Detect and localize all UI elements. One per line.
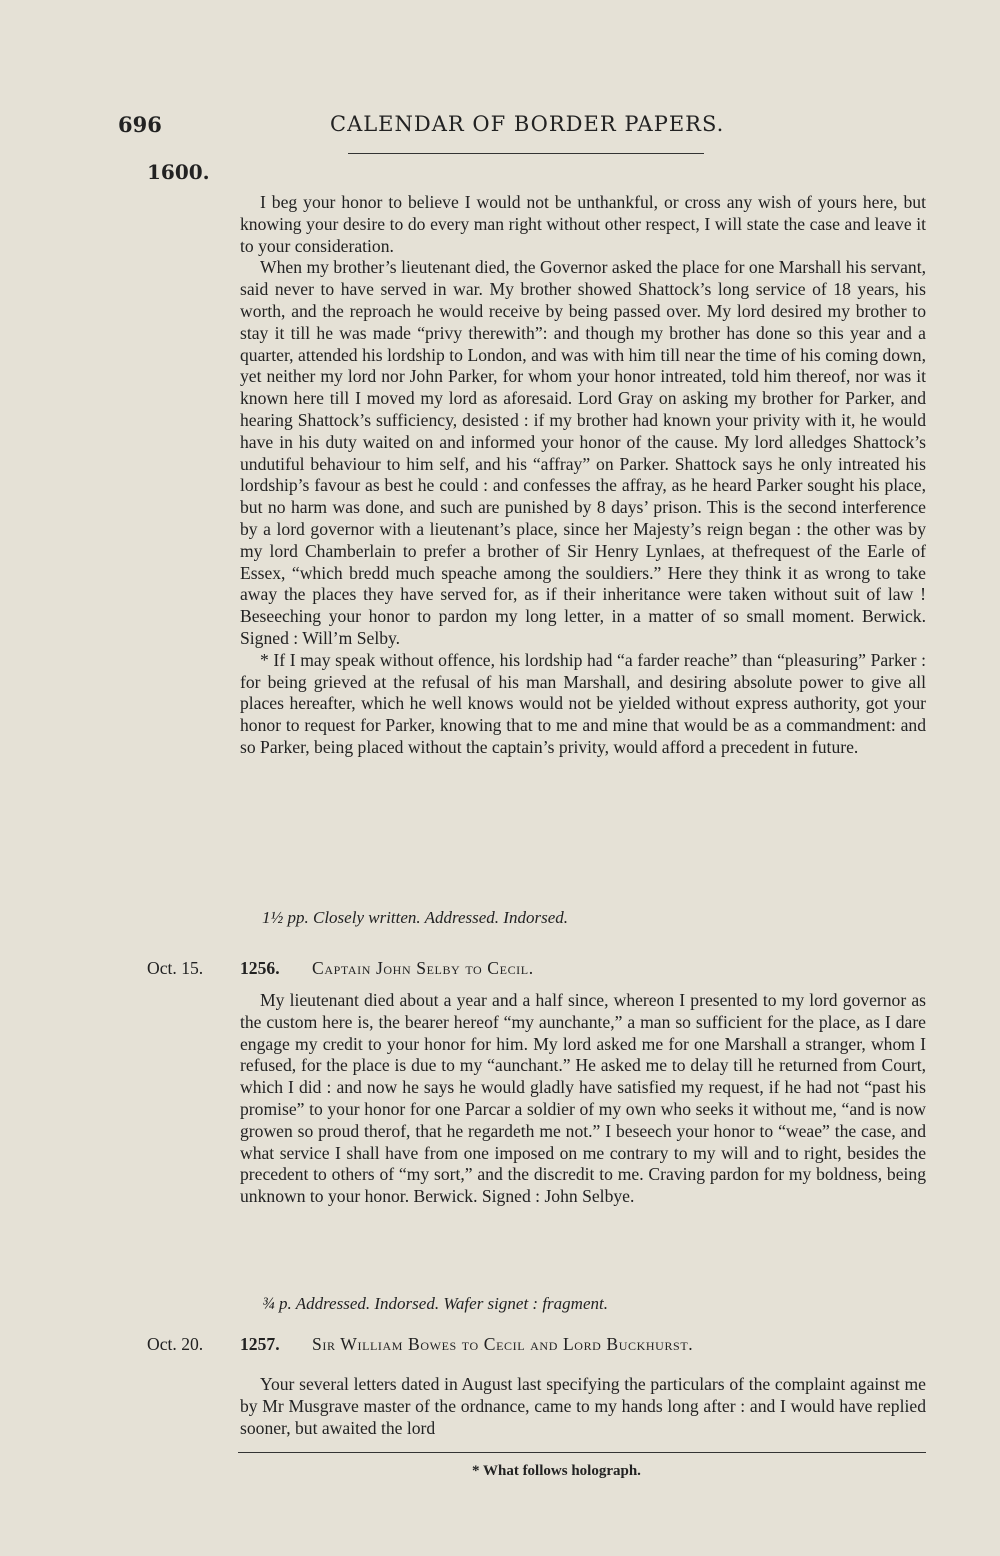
page-header: [0, 112, 1000, 152]
entry-title: Sir William Bowes to Cecil and Lord Buckhurst.: [312, 1334, 694, 1354]
letter-metadata: 1½ pp. Closely written. Addressed. Indorsed.: [262, 908, 568, 927]
entry-heading: [147, 1334, 947, 1358]
footnote: * What follows holograph.: [472, 1463, 641, 1479]
header-rule: [348, 153, 704, 154]
entry-number: 1257.: [240, 1334, 280, 1354]
entry-date: Oct. 20.: [147, 1334, 204, 1354]
entry-title: Captain John Selby to Cecil.: [312, 958, 534, 978]
footnote-rule: [238, 1452, 926, 1453]
entry-text: [240, 990, 926, 1208]
paragraph: I beg your honor to believe I would not be unthankful, or cross any wish of yours here, but knowing your desire to do every man right without other respect, I will state the case and leave it to your consideration.: [240, 192, 926, 256]
paragraph: * If I may speak without offence, his lordship had “a farder reache” than “pleasuring” Parker : for being grieved at the refusal of his man Marshall, and desiring absolute power to give all places hereafter, which he well knows would not be yielded without express authority, got your honor to request for Parker, knowing that to me and mine that would be as a commandment: and so Parker, being placed without the captain’s privity, would afford a precedent in future.: [240, 649, 926, 757]
entry-date: Oct. 15.: [147, 958, 204, 978]
entry-heading: [147, 958, 947, 982]
letter-text: [240, 192, 926, 759]
paragraph: Your several letters dated in August last specifying the particulars of the complaint against me by Mr Musgrave master of the ordnance, came to my hands long after : and I would have replied sooner, but awaited the lord: [240, 1374, 926, 1438]
paragraph: My lieutenant died about a year and a half since, whereon I presented to my lord governor as the custom here is, the bearer hereof “my aunchante,” a man so sufficient for the place, as I dare engage my credit to your honor for him. My lord asked me for one Marshall a stranger, whom I refused, for the place is due to my “aunchant.” He asked me to delay till he returned from Court, which I did : and now he says he would gladly have satisfied my request, if he had not “past his promise” to your honor for one Parcar a soldier of my own who seeks it without me, “and is now growen so proud therof, that he regardeth me not.” I beseech your honor to “weae” the case, and what service I shall have from one imposed on me contrary to my will and to right, besides the precedent to others of “my sort,” and the discredit to me. Craving pardon for my boldness, being unknown to your honor. Berwick. Signed : John Selbye.: [240, 990, 926, 1207]
paragraph: When my brother’s lieutenant died, the Governor asked the place for one Marshall his servant, said never to have served in war. My brother showed Shattock’s long service of 18 years, his worth, and the reproach he would receive by being passed over. My lord desired my brother to stay it till he was made “privy therewith”: and though my brother has done so this year and a quarter, attended his lordship to London, and was with him till near the time of his coming down, yet neither my lord nor John Parker, for whom your honor intreated, told him thereof, nor was it known here till I moved my lord as aforesaid. Lord Gray on asking my brother for Parker, and hearing Shattock’s sufficiency, desisted : if my brother had known your privity with it, he would have in his duty waited on and informed your honor of the cause. My lord alledges Shattock’s undutiful behaviour to him self, and his “affray” on Parker. Shattock says he only intreated his lordship’s favour as best he could : and confesses the affray, as he heard Parker sought his place, but no harm was done, and such are punished by 8 days’ prison. This is the second interference by a lord governor with a lieutenant’s place, since her Majesty’s reign began : the other was by my lord Chamberlain to prefer a brother of Sir Henry Lynlaes, at thefrequest of the Earle of Essex, “which bredd much speache among the souldiers.” Here they think it as wrong to take away the places they have served for, as if their inheritance were taken without suit of law ! Beseeching your honor to pardon my long letter, in a matter of so small moment. Berwick. Signed : Will’m Selby.: [240, 257, 926, 648]
entry-metadata: ¾ p. Addressed. Indorsed. Wafer signet : fragment.: [262, 1294, 608, 1313]
page-number: 696: [118, 112, 162, 137]
entry-number: 1256.: [240, 958, 280, 978]
running-title: CALENDAR OF BORDER PAPERS.: [330, 112, 725, 136]
entry-text: [240, 1374, 926, 1439]
year-label: 1600.: [147, 160, 210, 184]
